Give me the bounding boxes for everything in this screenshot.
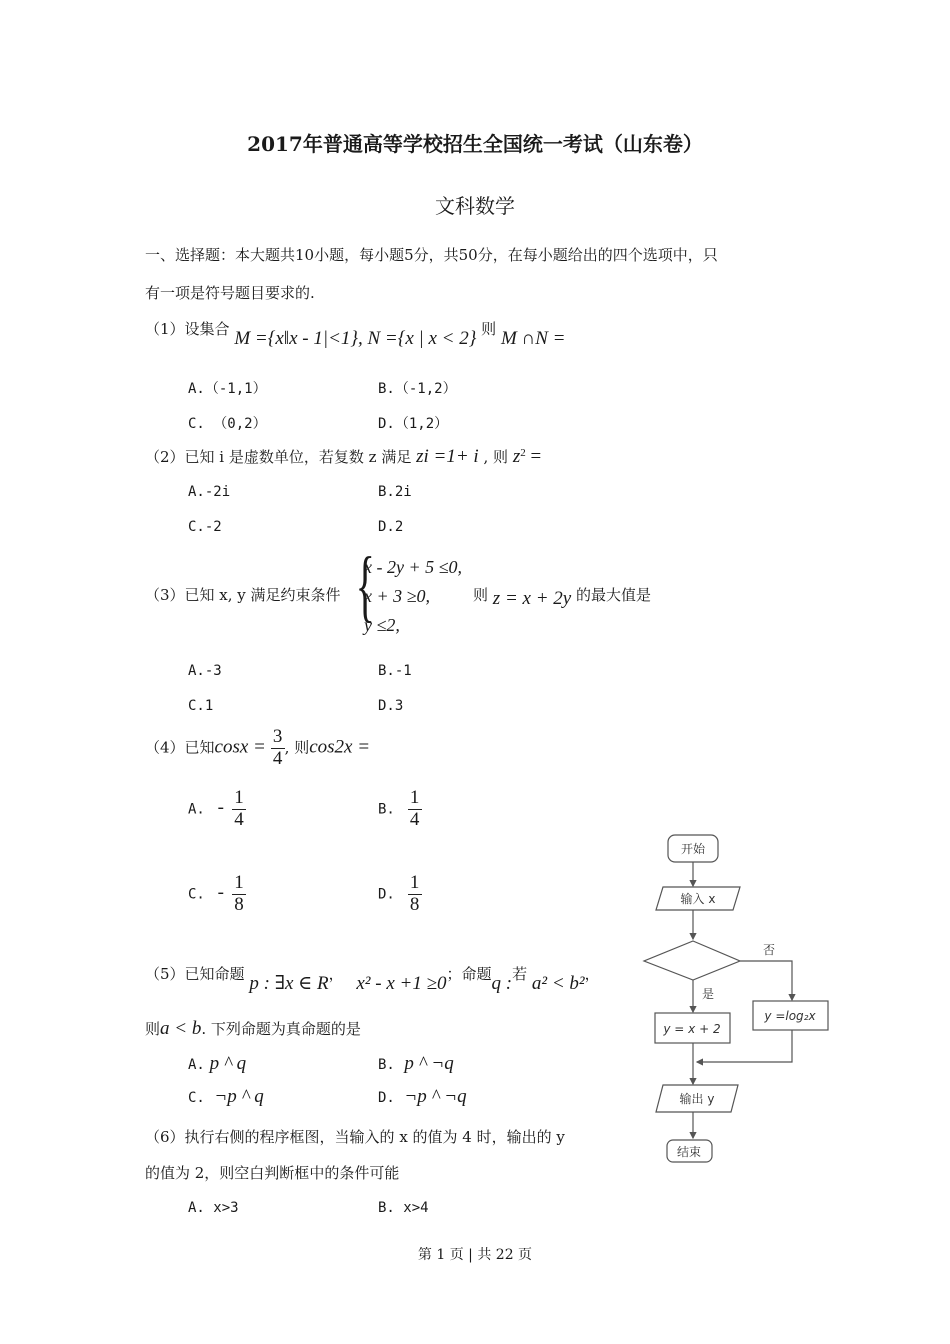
q2-option-d: D.2 (378, 519, 404, 535)
flow-output-label: 输出 y (679, 1092, 715, 1106)
q3-option-a: A.-3 (188, 663, 222, 679)
flow-input-label: 输入 x (680, 892, 716, 906)
q1-math: M ={x‖x - 1|<1}, N ={x | x < 2} (234, 328, 477, 349)
q6-option-a: A. x>3 (188, 1200, 239, 1216)
flow-decision-diamond (644, 941, 740, 980)
q2-option-c: C.-2 (188, 519, 222, 535)
q3-prefix: （3）已知 x, y 满足约束条件 (145, 586, 341, 604)
flow-yes-box-label: y = x + 2 (663, 1022, 721, 1036)
q1-mid: 则 (481, 320, 497, 338)
q4-math2: cos2x = (309, 736, 371, 758)
q2-tail: = (525, 446, 542, 467)
q3-constraint-2: x + 3 ≥0, (364, 586, 431, 606)
q4-math: cosx = (214, 736, 266, 758)
q3-option-b: B.-1 (378, 663, 412, 679)
section-intro-line2: 有一项是符号题目要求的. (145, 284, 315, 302)
q6-line2: 的值为 2，则空白判断框中的条件可能 (145, 1164, 400, 1182)
page-footer: 第 1 页 | 共 22 页 (417, 1247, 533, 1263)
q4-option-d: D. $\frac{1}{8}$ (378, 873, 422, 916)
q2-option-a: A.-2i (188, 484, 231, 500)
q5-line2-math: a < b (160, 1018, 202, 1039)
q5-sep: ， (328, 965, 344, 983)
q3-option-c: C.1 (188, 698, 214, 714)
flow-no-label: 否 (763, 943, 776, 957)
q5-math4: a² < b² (531, 973, 585, 994)
q1-option-d: D.（1,2） (378, 416, 449, 432)
q6-option-b: B. x>4 (378, 1200, 429, 1216)
q3-math2: z = x + 2y (492, 588, 572, 609)
flow-no-box-label: y =log₂x (764, 1009, 816, 1023)
q2-option-b: B.2i (378, 484, 412, 500)
q4-option-a: A. - $\frac{1}{4}$ (188, 788, 246, 831)
q2-math: zi =1+ i (416, 446, 479, 467)
q1-option-b: B.（-1,2） (378, 381, 457, 397)
question-5 (145, 962, 600, 994)
flow-end-label: 结束 (676, 1145, 702, 1159)
q5-mid: ；命题 (446, 965, 492, 983)
flow-start-label: 开始 (680, 842, 706, 856)
q5-line2-tail: . 下列命题为真命题的是 (201, 1020, 361, 1038)
q3-tail: 的最大值是 (575, 586, 651, 604)
q3-tail-wrap (473, 584, 651, 609)
page-subtitle: 文科数学 (435, 194, 515, 218)
q1-option-c: C. （0,2） (188, 416, 267, 432)
q3-option-d: D.3 (378, 698, 404, 714)
q5-option-b: B. p ^ ¬q (378, 1053, 454, 1074)
q1-math2: M ∩N = (500, 328, 566, 349)
q3-constraint-1: x - 2y + 5 ≤0, (364, 557, 462, 577)
q4-mid: , 则 (284, 738, 310, 757)
q5-line2 (145, 1018, 361, 1040)
flow-yes-label: 是 (702, 987, 715, 1001)
page-title: 2017年普通高等学校招生全国统一考试（山东卷） (247, 132, 703, 156)
q5-math: p : ∃x ∈ R (249, 973, 329, 994)
q4-option-c: C. - $\frac{1}{8}$ (188, 873, 246, 916)
question-4 (145, 727, 370, 770)
q5-prefix: （5）已知命题 (145, 965, 245, 983)
q1-prefix: （1）设集合 (145, 320, 230, 338)
q3-constraints (364, 553, 462, 640)
section-intro-line1: 一、选择题：本大题共10小题，每小题5分，共50分，在每小题给出的四个选项中，只 (145, 246, 718, 264)
question-1 (145, 318, 566, 349)
q3-brace: { (355, 542, 375, 630)
q5-line2-prefix: 则 (145, 1020, 161, 1038)
q6-line1: （6）执行右侧的程序框图，当输入的 x 的值为 4 时，输出的 y (145, 1128, 565, 1146)
q5-option-a: A. p ^ q (188, 1053, 247, 1074)
q3-mid: 则 (473, 586, 489, 604)
q4-option-b: B. $\frac{1}{4}$ (378, 788, 422, 831)
q5-sep2: ， (584, 965, 600, 983)
q2-mid: , 则 (483, 448, 509, 466)
flowchart (630, 830, 840, 1170)
q3-constraint-3: y ≤2, (364, 615, 400, 635)
q4-prefix: （4）已知 (145, 738, 215, 757)
q2-math2: z (512, 446, 521, 467)
q1-option-a: A.（-1,1） (188, 381, 267, 397)
q5-math3: q : (491, 973, 513, 994)
q5-option-c: C. ¬p ^ q (188, 1086, 264, 1107)
q2-prefix: （2）已知 i 是虚数单位，若复数 z 满足 (145, 448, 412, 466)
question-2 (145, 446, 541, 468)
q5-option-d: D. ¬p ^ ¬q (378, 1086, 467, 1107)
q2-sup: 2 (520, 447, 526, 459)
q4-fraction: $\frac{3}{4}$ (271, 727, 285, 770)
q5-mid2: 若 (512, 965, 528, 983)
q5-math2: x² - x +1 ≥0 (356, 973, 447, 994)
